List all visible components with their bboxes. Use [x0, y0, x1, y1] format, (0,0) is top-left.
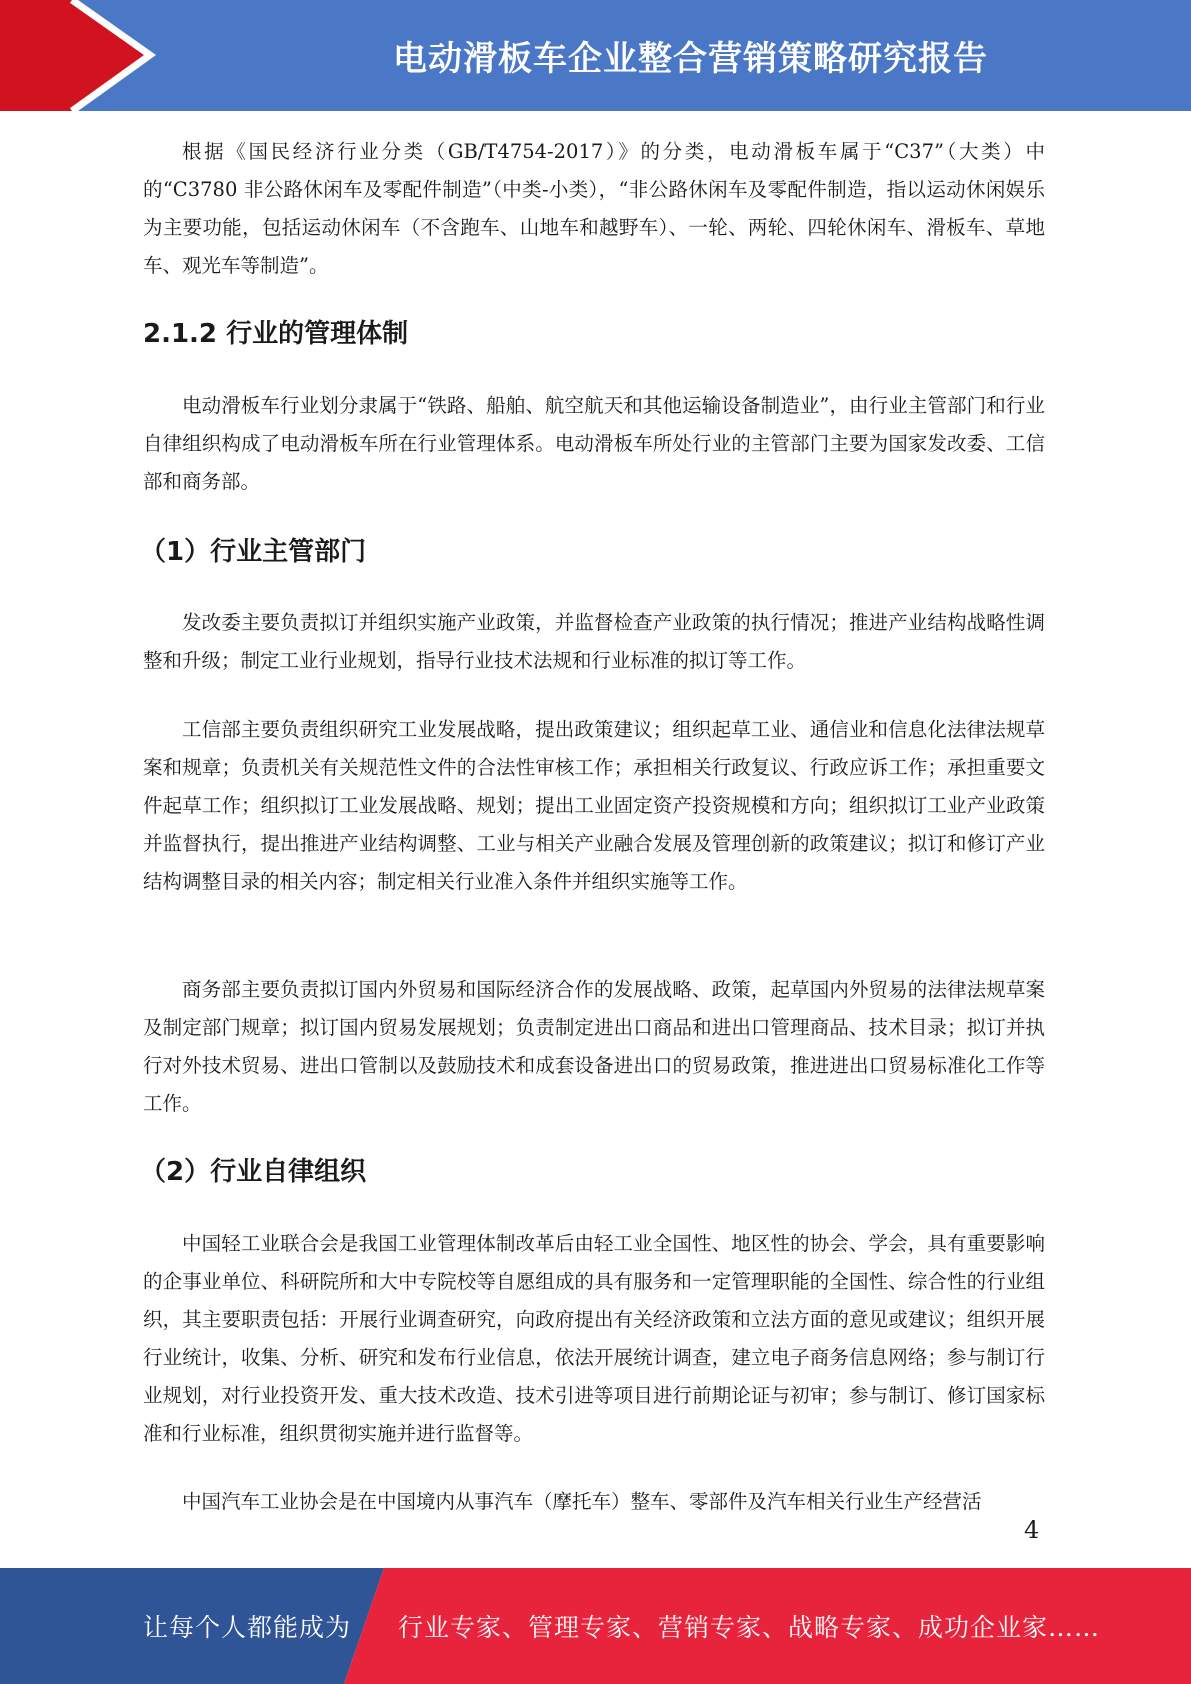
subheading-self-regulatory: （2）行业自律组织	[140, 1157, 367, 1187]
paragraph-automobile-association: 中国汽车工业协会是在中国境内从事汽车（摩托车）整车、零部件及汽车相关行业生产经营活	[182, 1490, 982, 1513]
paragraph-mofcom: 商务部主要负责拟订国内外贸易和国际经济合作的发展战略、政策，起草国内外贸易的法律法规草案及制定部门规章；拟订国内贸易发展规划；负责制定进出口商品和进出口管理商品、技术目录；拟订并执行对外技术贸易、进出口管制以及鼓励技术和成套设备进出口的贸易政策，推进进出口贸易标准化工作等工作。	[143, 978, 1045, 1115]
section-heading-management: 2.1.2 行业的管理体制	[143, 319, 409, 349]
footer-slogan-left: 让每个人都能成为	[143, 1613, 352, 1642]
header-banner	[0, 0, 1191, 111]
paragraph-light-industry-federation: 中国轻工业联合会是我国工业管理体制改革后由轻工业全国性、地区性的协会、学会，具有重要影响的企事业单位、科研院所和大中专院校等自愿组成的具有服务和一定管理职能的全国性、综合性的行业组织，其主要职责包括：开展行业调查研究，向政府提出有关经济政策和立法方面的意见或建议；组织开展行业统计，收集、分析、研究和发布行业信息，依法开展统计调查，建立电子商务信息网络；参与制订行业规划，对行业投资开发、重大技术改造、技术引进等项目进行前期论证与初审；参与制订、修订国家标准和行业标准，组织贯彻实施并进行监督等。	[143, 1232, 1045, 1445]
footer-banner	[0, 1568, 1191, 1684]
subheading-authorities: （1）行业主管部门	[140, 537, 367, 567]
footer-slogan-right: 行业专家、管理专家、营销专家、战略专家、成功企业家……	[398, 1613, 1101, 1642]
paragraph-classification: 根据《国民经济行业分类（GB/T4754-2017）》的分类，电动滑板车属于“C37”（大类）中的“C3780 非公路休闲车及零配件制造”（中类-小类），“非公路休闲车及零配件制造，指以运动休闲娱乐为主要功能，包括运动休闲车（不含跑车、山地车和越野车）、一轮、两轮、四轮休闲车、滑板车、草地车、观光车等制造”。	[143, 140, 1045, 277]
paragraph-management-overview: 电动滑板车行业划分隶属于“铁路、船舶、航空航天和其他运输设备制造业”，由行业主管部门和行业自律组织构成了电动滑板车所在行业管理体系。电动滑板车所处行业的主管部门主要为国家发改委、工信部和商务部。	[143, 394, 1045, 493]
header-red-arrow	[0, 0, 150, 111]
page-number: 4	[1024, 1516, 1040, 1544]
report-title: 电动滑板车企业整合营销策略研究报告	[393, 39, 988, 79]
paragraph-ndrc: 发改委主要负责拟订并组织实施产业政策，并监督检查产业政策的执行情况；推进产业结构战略性调整和升级；制定工业行业规划，指导行业技术法规和行业标准的拟订等工作。	[143, 611, 1045, 672]
paragraph-miit: 工信部主要负责组织研究工业发展战略，提出政策建议；组织起草工业、通信业和信息化法律法规草案和规章；负责机关有关规范性文件的合法性审核工作；承担相关行政复议、行政应诉工作；承担重要文件起草工作；组织拟订工业发展战略、规划；提出工业固定资产投资规模和方向；组织拟订工业产业政策并监督执行，提出推进产业结构调整、工业与相关产业融合发展及管理创新的政策建议；拟订和修订产业结构调整目录的相关内容；制定相关行业准入条件并组织实施等工作。	[143, 718, 1045, 893]
